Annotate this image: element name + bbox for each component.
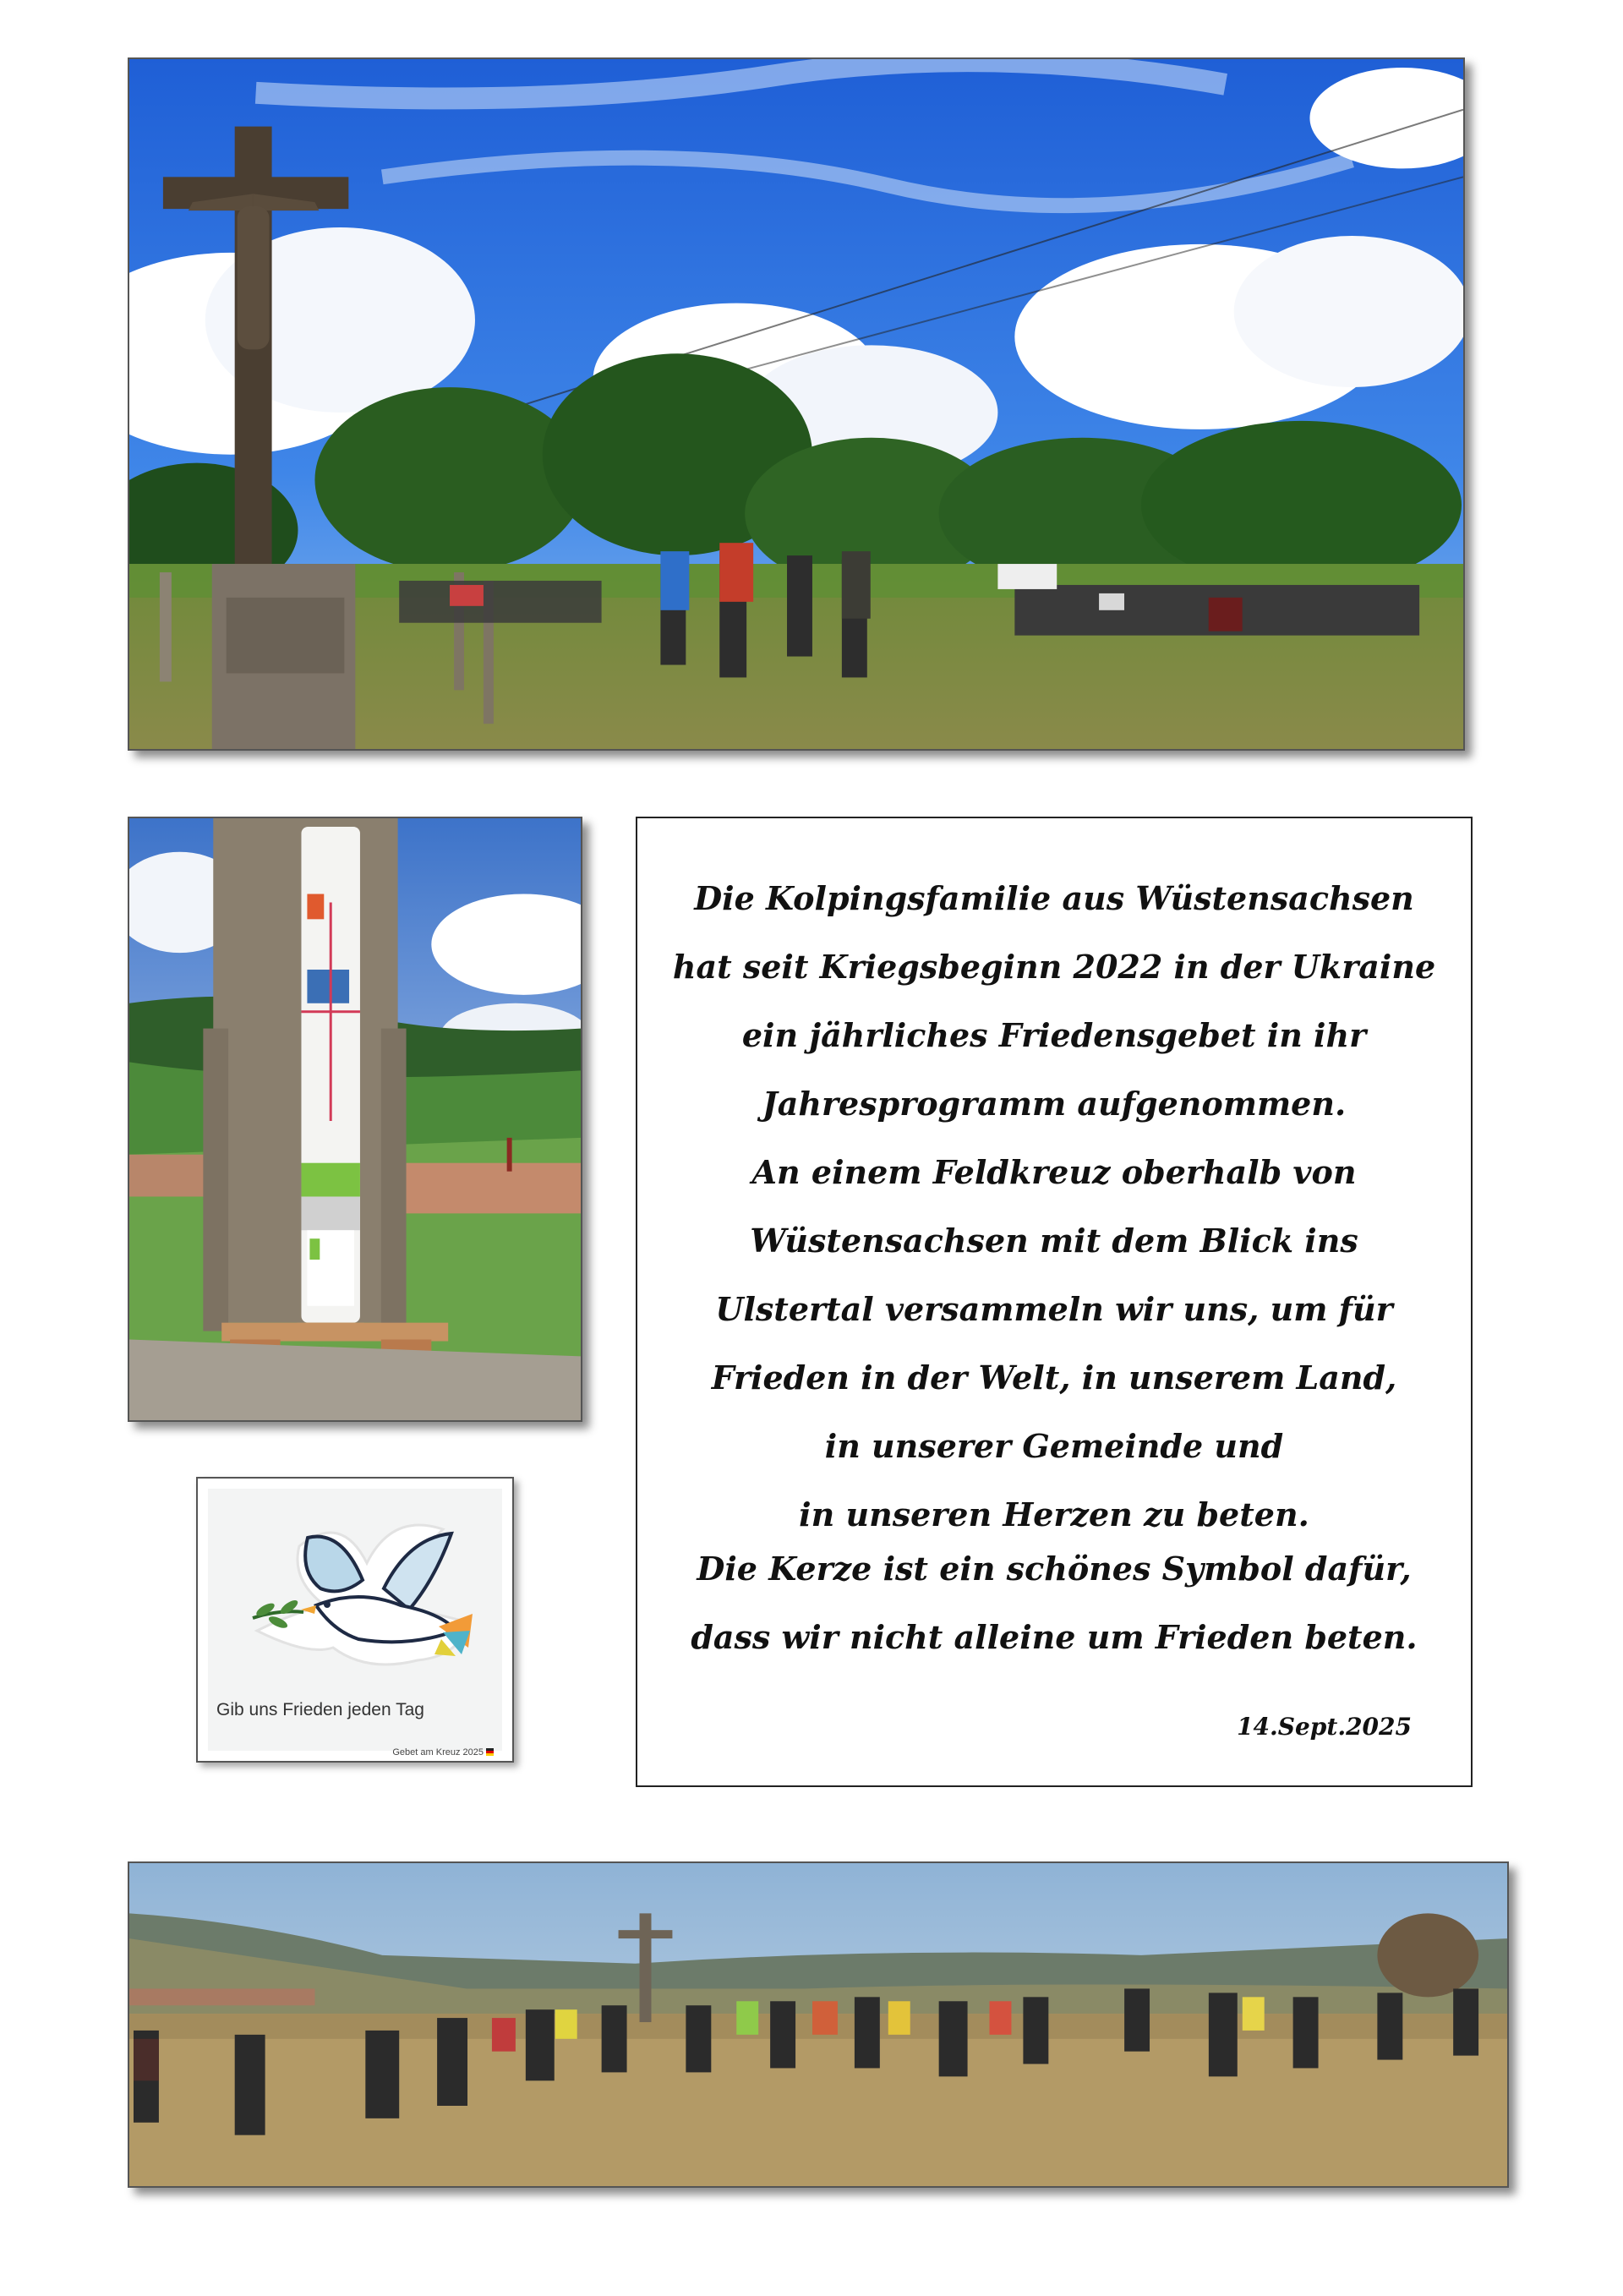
card-footer-text: Gebet am Kreuz 2025: [392, 1747, 484, 1758]
text-line: hat seit Kriegsbeginn 2022 in der Ukraine: [672, 948, 1436, 986]
text-line: Jahresprogramm aufgenommen.: [762, 1085, 1347, 1123]
card-caption: Gib uns Frieden jeden Tag: [216, 1700, 424, 1719]
date-label: 14.Sept.2025: [1237, 1713, 1412, 1741]
text-line: dass wir nicht alleine um Frieden beten.: [691, 1618, 1418, 1656]
text-box: [636, 817, 1473, 1787]
text-line: Frieden in der Welt, in unserem Land,: [711, 1358, 1397, 1397]
text-line: Ulstertal versammeln wir uns, um für: [715, 1290, 1393, 1328]
peace-candle-image: [129, 818, 581, 1420]
crucifix-scene-image: [129, 59, 1463, 749]
flag-icon: [486, 1748, 494, 1756]
photo-field-cross-gathering: [128, 1861, 1509, 2188]
photo-peace-candle: [128, 817, 582, 1422]
text-line: ein jährliches Friedensgebet in ihr: [741, 1016, 1367, 1054]
paragraph-2: [637, 1534, 1471, 1671]
peace-dove-card: [196, 1477, 514, 1763]
field-cross-gathering-image: [129, 1863, 1507, 2186]
text-line: in unseren Herzen zu beten.: [799, 1495, 1309, 1533]
photo-crucifix-congregation: [128, 57, 1465, 751]
peace-dove-icon: [240, 1512, 485, 1681]
card-footer: [392, 1747, 494, 1758]
paragraph-1: [637, 864, 1471, 1549]
text-line: Die Kerze ist ein schönes Symbol dafür,: [697, 1550, 1412, 1588]
text-line: in unserer Gemeinde und: [824, 1427, 1284, 1465]
text-line: Wüstensachsen mit dem Blick ins: [750, 1222, 1358, 1260]
text-line: An einem Feldkreuz oberhalb von: [751, 1153, 1357, 1191]
text-line: Die Kolpingsfamilie aus Wüstensachsen: [694, 879, 1414, 917]
